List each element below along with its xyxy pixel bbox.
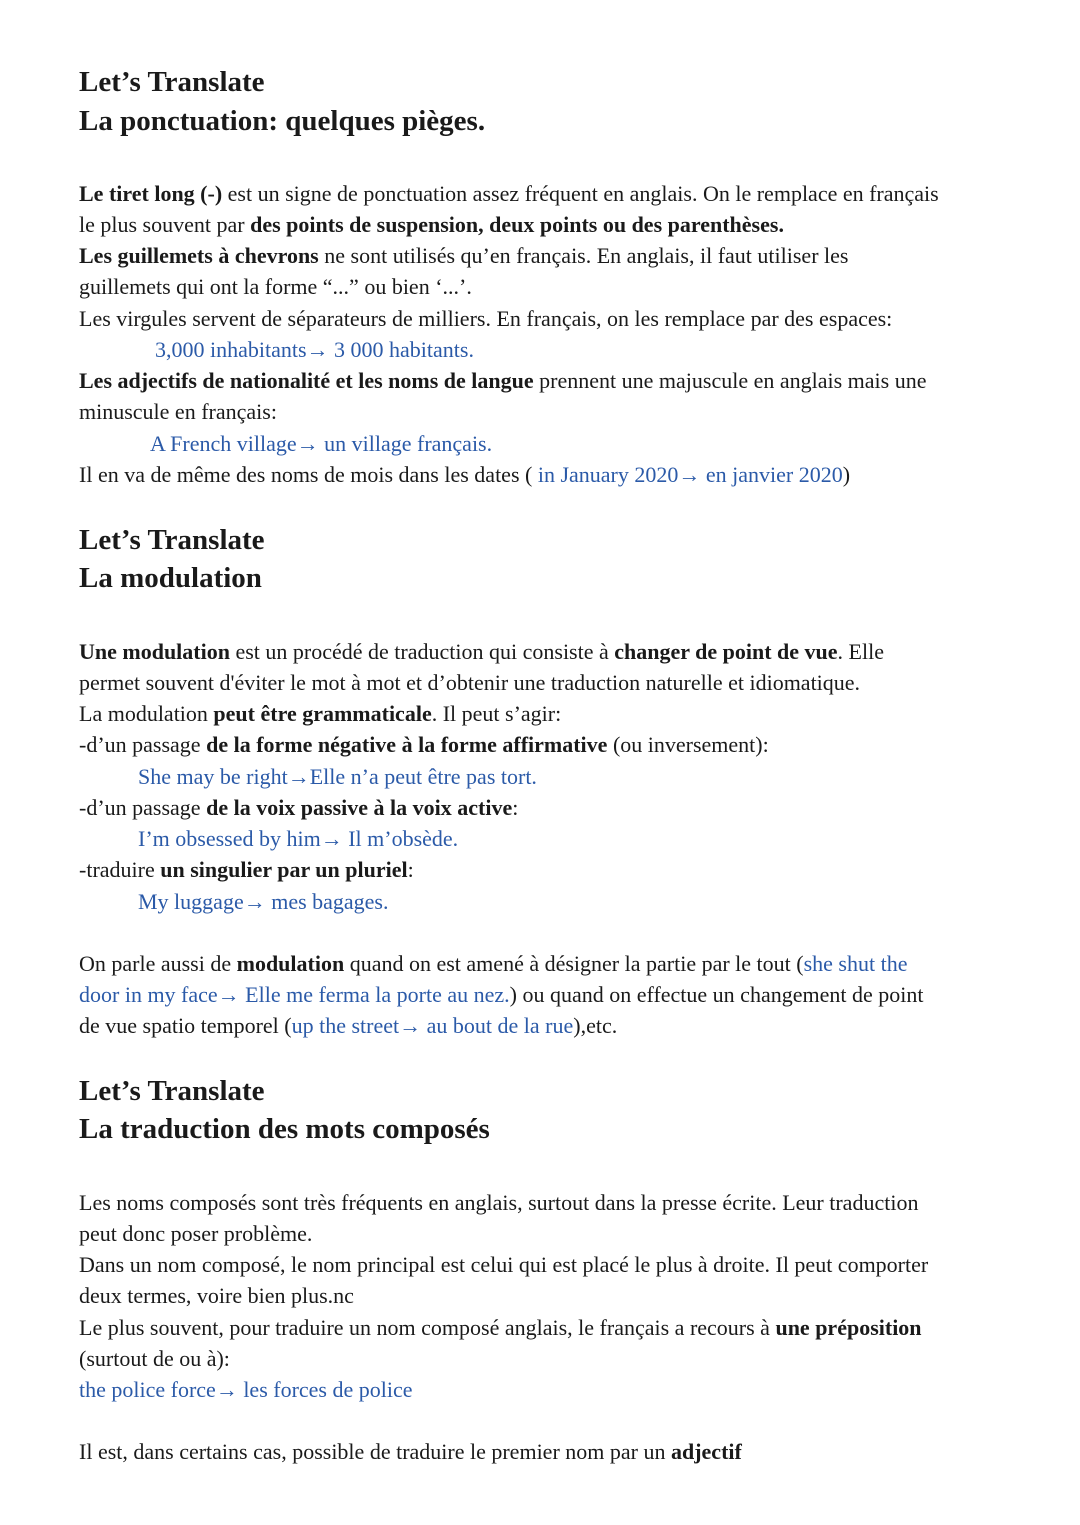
section1-heading: Let’s Translate xyxy=(79,66,265,98)
section1-paragraph-line: Le tiret long (-) est un signe de ponctuation assez fréquent en anglais. On le remplace en français xyxy=(79,181,939,206)
section2-paragraph-line: de vue spatio temporel (up the street→ au bout de la rue),etc. xyxy=(79,1013,618,1038)
section1-paragraph-line: le plus souvent par des points de suspension, deux points ou des parenthèses. xyxy=(79,212,784,237)
section3-paragraph-line: peut donc poser problème. xyxy=(79,1221,313,1246)
section2-example: She may be right→Elle n’a peut être pas tort. xyxy=(138,764,537,789)
section1-title: La ponctuation: quelques pièges. xyxy=(79,105,486,137)
section1-paragraph-line: guillemets qui ont la forme “...” ou bien ‘...’. xyxy=(79,274,472,299)
section1-paragraph-line: Il en va de même des noms de mois dans les dates ( in January 2020→ en janvier 2020) xyxy=(79,462,851,487)
section1-paragraph-line: Les adjectifs de nationalité et les noms de langue prennent une majuscule en anglais mais une xyxy=(79,368,927,393)
section2-paragraph-line: -traduire un singulier par un pluriel: xyxy=(79,857,414,882)
section3-paragraph-line: Les noms composés sont très fréquents en anglais, surtout dans la presse écrite. Leur traduction xyxy=(79,1190,919,1215)
section3-paragraph-line: Dans un nom composé, le nom principal est celui qui est placé le plus à droite. Il peut comporter xyxy=(79,1252,929,1277)
section1-paragraph-line: Les guillemets à chevrons ne sont utilisés qu’en français. En anglais, il faut utiliser les xyxy=(79,243,849,268)
section3-title: La traduction des mots composés xyxy=(79,1113,490,1145)
section2-paragraph-line: permet souvent d'éviter le mot à mot et d’obtenir une traduction naturelle et idiomatique. xyxy=(79,670,861,695)
section3-heading: Let’s Translate xyxy=(79,1075,265,1107)
section2-title: La modulation xyxy=(79,562,262,594)
section2-paragraph-line: -d’un passage de la voix passive à la voix active: xyxy=(79,795,519,820)
section1-paragraph-line: Les virgules servent de séparateurs de milliers. En français, on les remplace par des espaces: xyxy=(79,306,893,331)
section3-example: the police force→ les forces de police xyxy=(79,1377,413,1402)
section2-paragraph-line: On parle aussi de modulation quand on est amené à désigner la partie par le tout (she shut the xyxy=(79,951,908,976)
section1-example: A French village→ un village français. xyxy=(150,431,493,456)
section2-paragraph-line: door in my face→ Elle me ferma la porte au nez.) ou quand on effectue un changement de point xyxy=(79,982,924,1007)
section2-paragraph-line: -d’un passage de la forme négative à la forme affirmative (ou inversement): xyxy=(79,732,769,757)
section1-example: 3,000 inhabitants→ 3 000 habitants. xyxy=(155,337,474,362)
section3-paragraph-line: deux termes, voire bien plus.nc xyxy=(79,1283,354,1308)
section2-paragraph-line: La modulation peut être grammaticale. Il peut s’agir: xyxy=(79,701,562,726)
section3-paragraph-line: (surtout de ou à): xyxy=(79,1346,230,1371)
section2-example: I’m obsessed by him→ Il m’obsède. xyxy=(138,826,459,851)
section3-paragraph-line: Il est, dans certains cas, possible de traduire le premier nom par un adjectif xyxy=(79,1439,742,1464)
section2-heading: Let’s Translate xyxy=(79,524,265,556)
section2-paragraph-line: Une modulation est un procédé de traduction qui consiste à changer de point de vue. Elle xyxy=(79,639,884,664)
section1-paragraph-line: minuscule en français: xyxy=(79,399,277,424)
section2-example: My luggage→ mes bagages. xyxy=(138,889,389,914)
section3-paragraph-line: Le plus souvent, pour traduire un nom composé anglais, le français a recours à une préposition xyxy=(79,1315,922,1340)
